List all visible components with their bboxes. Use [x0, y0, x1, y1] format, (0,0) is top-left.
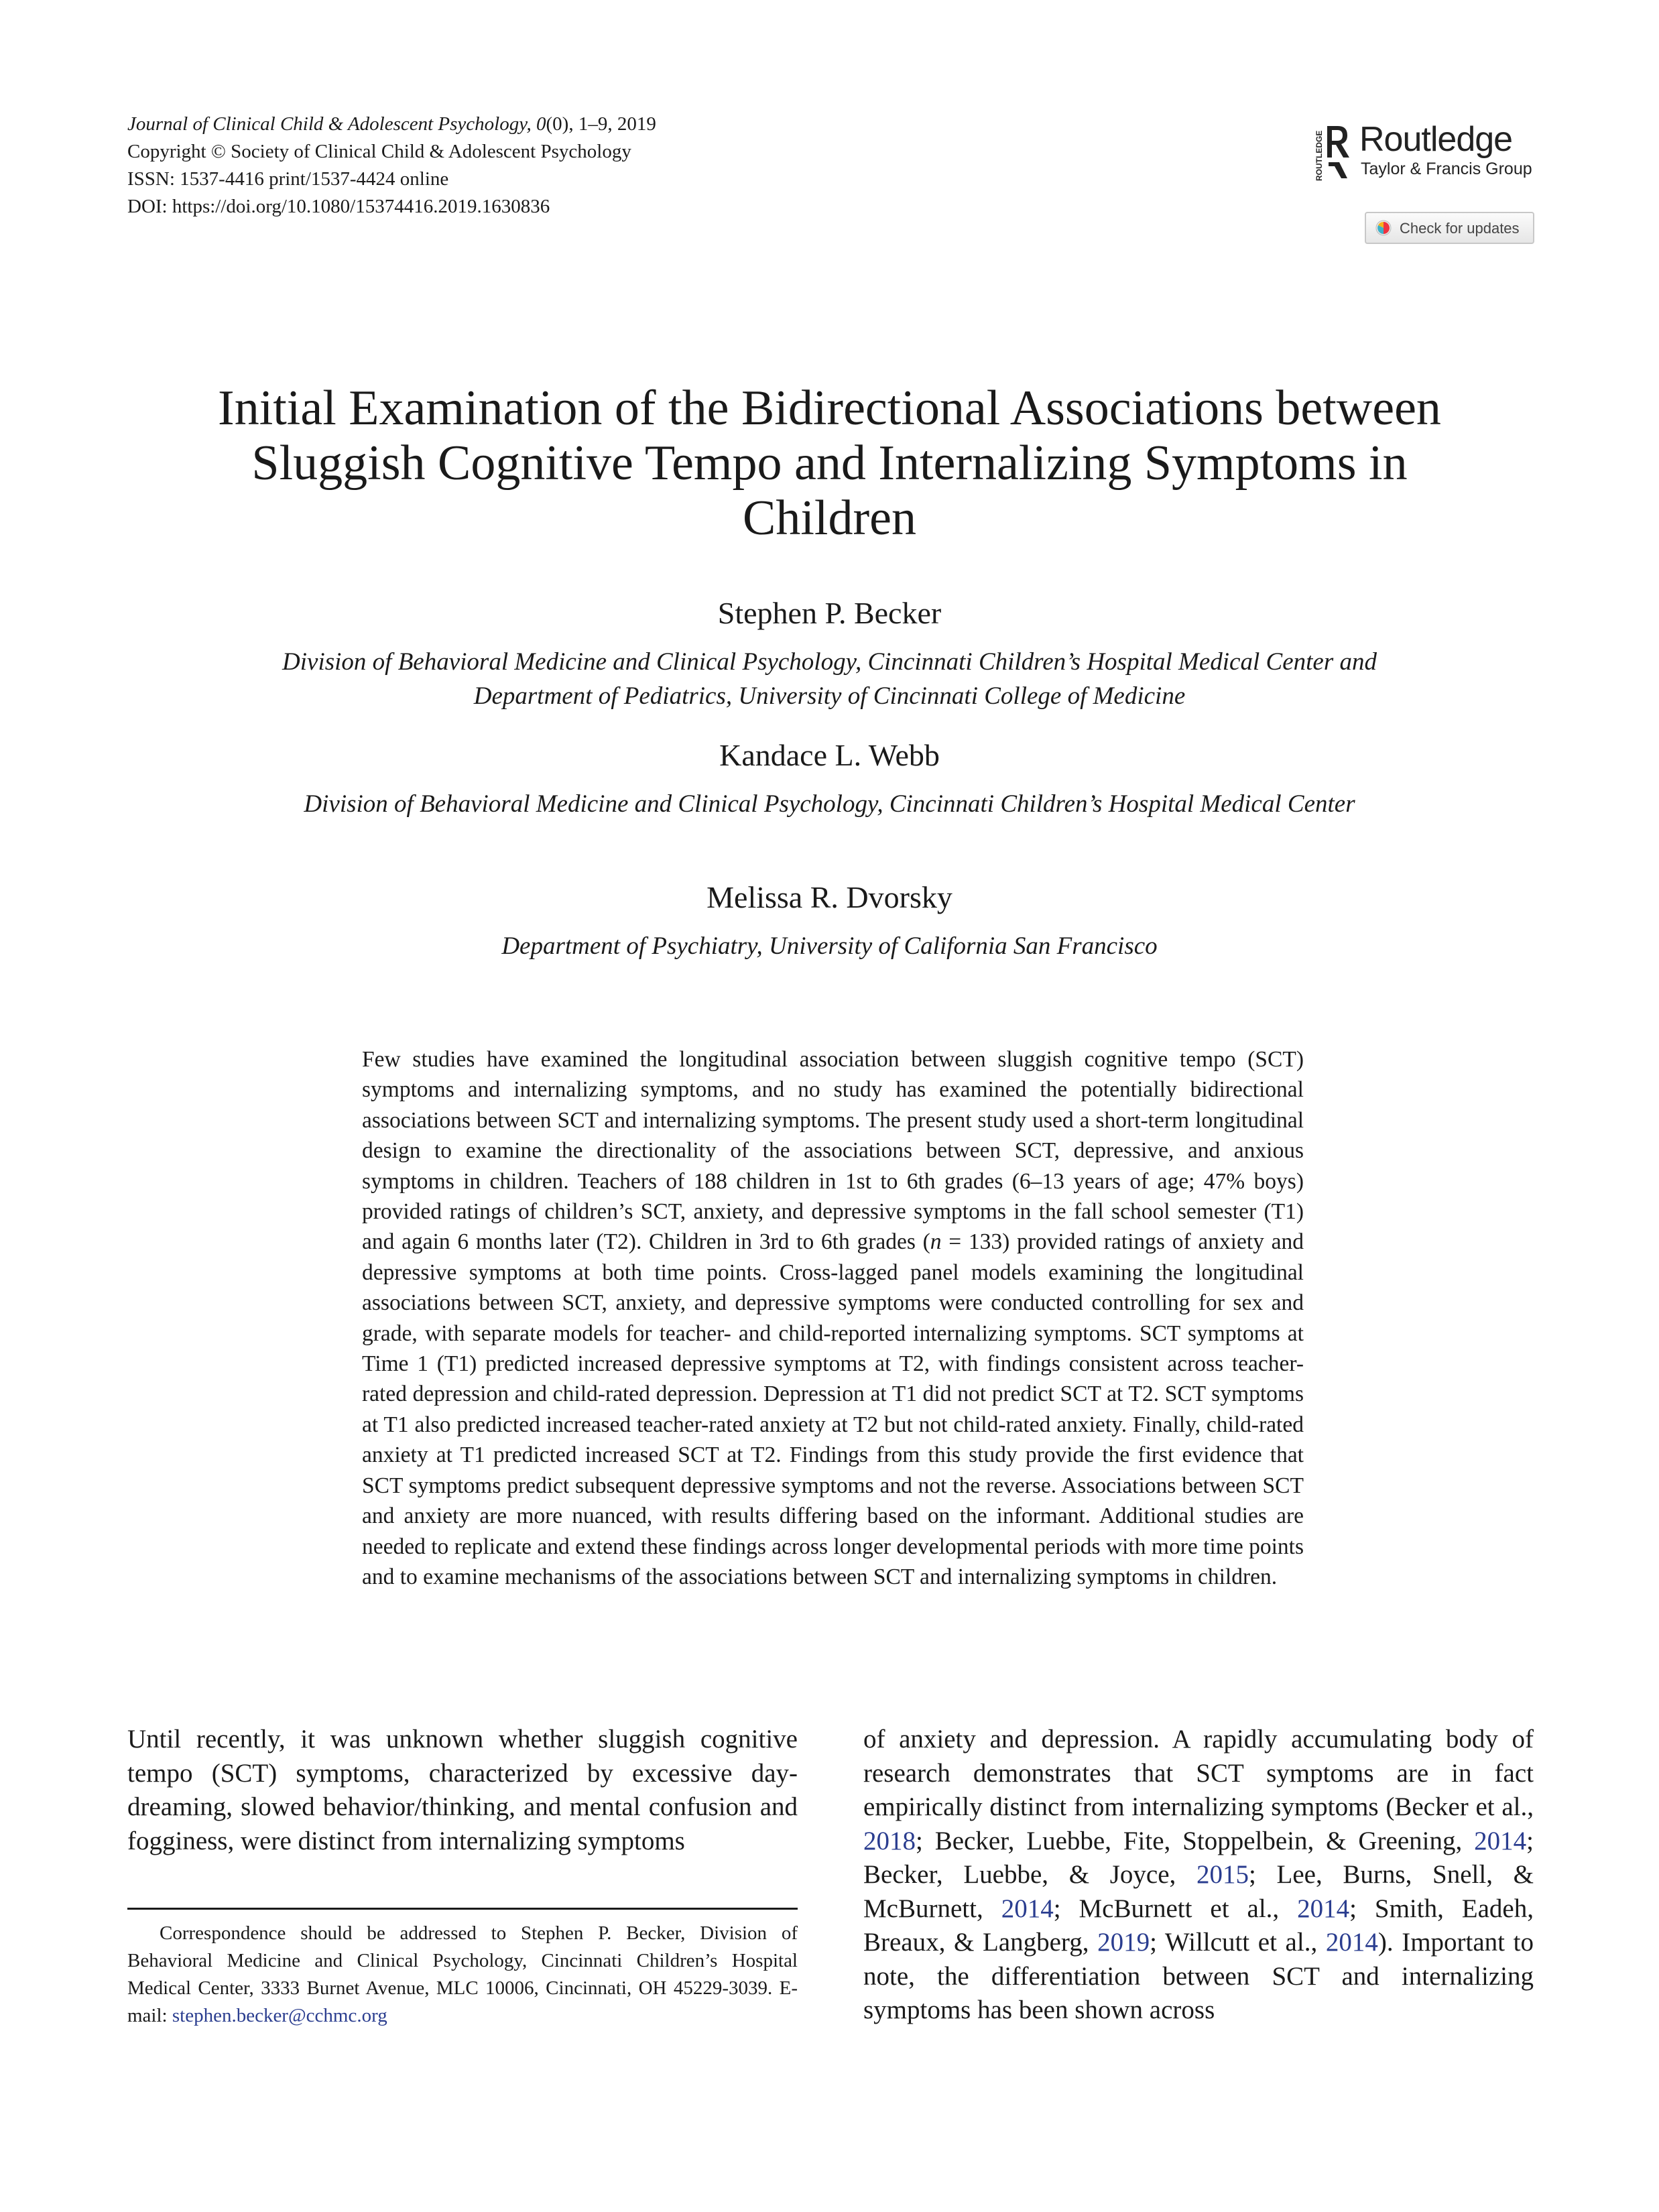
publisher-group: Taylor & Francis Group [1361, 160, 1532, 178]
vertical-mark: ROUTLEDGE [1314, 130, 1324, 181]
footnote-divider [127, 1908, 798, 1910]
citation-link[interactable]: 2014 [1474, 1826, 1527, 1855]
abstract: Few studies have examined the longitudinal association between sluggish cognitive tempo (SCT) symptoms and internalizing symptoms, and no study has examined the potentially bidirectional associations between SCT and internalizing symptoms. The present study used a short-term longitudinal design to examine the directionality of the associations between SCT, depressive, and anxious symptoms in children. Teachers of 188 children in 1st to 6th grades (6–13 years of age; 47% boys) provided ratings of children’s SCT, anxiety, and depressive symptoms in the fall school semester (T1) and again 6 months later (T2). Children in 3rd to 6th grades (n = 133) provided ratings of anxiety and depressive symptoms at both time points. Cross-lagged panel models examining the longitudinal associations between SCT, anxiety, and depressive symptoms were conducted controlling for sex and grade, with separate models for teacher- and child-reported internalizing symptoms. SCT symptoms at Time 1 (T1) predicted increased depressive symptoms at T2, with findings consistent across teacher-rated depression and child-rated depression. Depression at T1 did not predict SCT at T2. SCT symptoms at T1 also predicted increased teacher-rated anxiety at T2 but not child-rated anxiety. Finally, child-rated anxiety at T1 predicted increased SCT at T2. Findings from this study provide the first evidence that SCT symptoms predict subsequent depressive symptoms and not the reverse. Associations between SCT and anxiety are more nuanced, with results differing based on the informant. Additional studies are needed to replicate and extend these findings across longer developmental periods with more time points and to examine mechanisms of the associations between SCT and internalizing symptoms in children. [362, 1047, 1304, 1589]
body-column-right: of anxiety and depression. A rapidly accumulating body of research demonstrates that SCT symptoms are in fact empirically distinct from internalizing symptoms (Becker et al., 2018; Becker, Luebbe, Fite, Stoppelbein, & Greening, 2014; Becker, Luebbe, & Joyce, 2015; Lee, Burns, Snell, & McBurnett, 2014; McBurnett et al., 2014; Smith, Eadeh, Breaux, & Langberg, 2019; Willcutt et al., 2014). Important to note, the differentiation between SCT and internalizing symptoms has been shown across [863, 1725, 1534, 2024]
copyright-line: Copyright © Society of Clinical Child & Adolescent Psychology [127, 141, 631, 162]
crossmark-icon [1375, 220, 1392, 236]
check-for-updates-label: Check for updates [1400, 220, 1520, 237]
author-affiliation: Division of Behavioral Medicine and Clinical Psychology, Cincinnati Children’s Hospital Medical Center and Department of Pediatrics, University of Cincinnati College of Medicine [282, 648, 1377, 710]
issn-line: ISSN: 1537-4416 print/1537-4424 online [127, 168, 449, 190]
citation-link[interactable]: 2018 [863, 1826, 916, 1855]
author-name: Kandace L. Webb [719, 738, 940, 772]
citation-link[interactable]: 2014 [1325, 1928, 1378, 1957]
author-name: Melissa R. Dvorsky [706, 880, 953, 914]
author-affiliation: Department of Psychiatry, University of California San Francisco [501, 932, 1158, 960]
citation-link[interactable]: 2014 [1297, 1894, 1350, 1923]
citation-link[interactable]: 2014 [1001, 1894, 1054, 1923]
journal-header [127, 111, 656, 221]
journal-citation: Journal of Clinical Child & Adolescent Psychology, 0(0), 1–9, 2019 [127, 113, 656, 135]
doi-line[interactable]: DOI: https://doi.org/10.1080/15374416.2019.1630836 [127, 196, 550, 217]
paper-title: Initial Examination of the Bidirectional Associations between Sluggish Cognitive Tempo and Internalizing Symptoms in Children [218, 381, 1441, 546]
body-column-left: Until recently, it was unknown whether sluggish cognitive tempo (SCT) symptoms, characterized by excessive day-dreaming, slowed behavior/thinking, and mental confusion and fogginess, were distinct from internalizing symptoms [127, 1725, 798, 1855]
citation-link[interactable]: 2015 [1196, 1860, 1249, 1889]
author-affiliation: Division of Behavioral Medicine and Clinical Psychology, Cincinnati Children’s Hospital Medical Center [304, 790, 1355, 818]
publisher-name: Routledge [1359, 120, 1513, 159]
correspondence-footnote: Correspondence should be addressed to Stephen P. Becker, Division of Behavioral Medicine and Clinical Psychology, Cincinnati Children’s Hospital Medical Center, 3333 Burnet Avenue, MLC 10006, Cincinnati, OH 45229-3039. E-mail: stephen.becker@cchmc.org [127, 1922, 798, 2026]
check-for-updates-button[interactable] [1365, 212, 1534, 244]
citation-link[interactable]: 2019 [1097, 1928, 1150, 1957]
routledge-logo-icon [1312, 122, 1354, 182]
routledge-logo [1312, 119, 1540, 183]
author-name: Stephen P. Becker [717, 596, 942, 630]
email-link[interactable]: stephen.becker@cchmc.org [172, 2005, 387, 2026]
